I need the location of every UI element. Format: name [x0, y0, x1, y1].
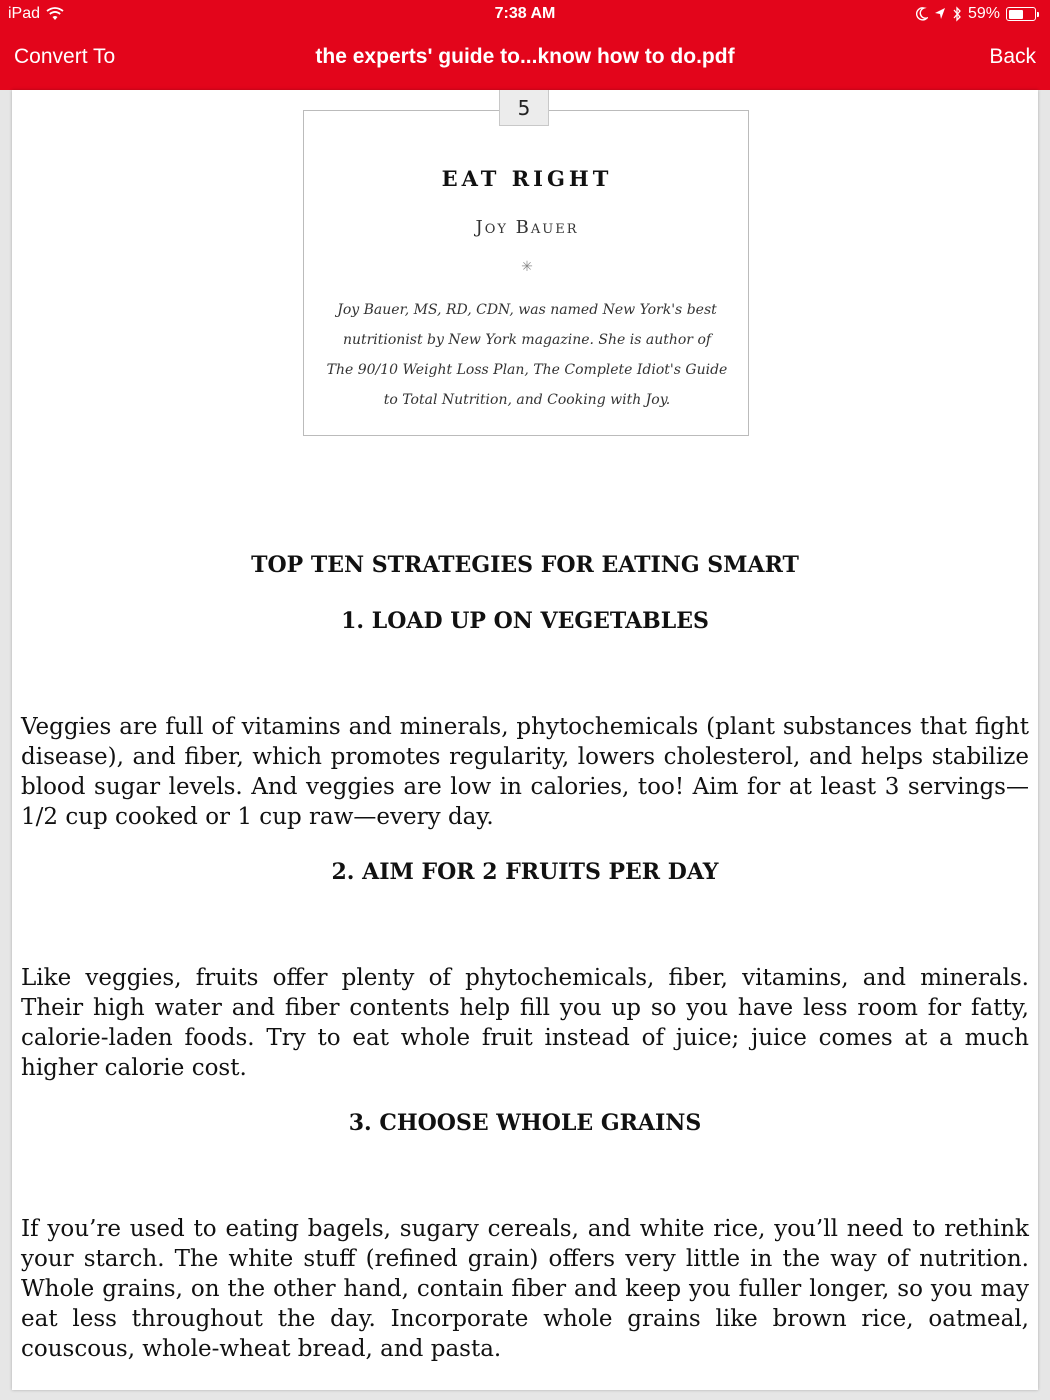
bio-line: nutritionist by New York magazine. She is author of: [342, 332, 712, 348]
section-heading: 3. CHOOSE WHOLE GRAINS: [348, 1110, 702, 1136]
nav-bar: [0, 38, 1050, 78]
bluetooth-icon: [952, 6, 962, 22]
section-heading: 2. AIM FOR 2 FRUITS PER DAY: [331, 859, 719, 885]
moon-icon: [916, 7, 928, 21]
pdf-page[interactable]: [12, 90, 1038, 1390]
section-body: Like veggies, fruits offer plenty of phytochemicals, fiber, vitamins, and minerals. Their high water and fiber contents help fill you up so you have less room for fatty, calorie-laden foods. Try to eat whole fruit instead of juice; juice comes at a much higher calorie cost.: [21, 965, 1029, 1081]
status-time: 7:38 AM: [494, 5, 556, 22]
document-title: the experts' guide to...know how to do.pdf: [315, 45, 735, 68]
chapter-title: EAT RIGHT: [441, 166, 613, 191]
status-bar: [0, 0, 1050, 28]
status-right: [916, 5, 1036, 23]
section-body: Veggies are full of vitamins and minerals, phytochemicals (plant substances that fight disease), and fiber, which promotes regularity, lowers cholesterol, and helps stabilize blood sugar levels. And veggies are low in calories, too! Aim for at least 3 servings—1/2 cup cooked or 1 cup raw—every day.: [21, 714, 1029, 830]
chapter-author: Joy Bauer: [475, 217, 579, 238]
battery-icon: [1006, 7, 1036, 21]
bio-line: The 90/10 Weight Loss Plan, The Complete Idiot's Guide: [326, 362, 728, 378]
chapter-header-box: [303, 110, 749, 436]
device-name: iPad: [8, 5, 41, 22]
chapter-number: 5: [499, 90, 549, 126]
section-heading: 1. LOAD UP ON VEGETABLES: [341, 608, 709, 634]
app-header: [0, 0, 1050, 90]
asterisk-ornament-icon: ✳: [521, 259, 533, 275]
section-body: If you’re used to eating bagels, sugary cereals, and white rice, you’ll need to rethink your starch. The white stuff (refined grain) offers very little in the way of nutrition. Whole grains, on the other hand, contain fiber and keep you fuller longer, so you may eat less throughout the day. Incorporate whole grains like brown rice, oatmeal, couscous, whole-wheat bread, and pasta.: [21, 1216, 1029, 1362]
back-button[interactable]: Back: [989, 45, 1036, 68]
bio-line: Joy Bauer, MS, RD, CDN, was named New York's best: [337, 302, 717, 318]
battery-fill: [1009, 10, 1023, 19]
author-bio: [324, 295, 730, 415]
main-heading: TOP TEN STRATEGIES FOR EATING SMART: [251, 552, 799, 578]
convert-to-button[interactable]: Convert To: [14, 45, 116, 68]
location-arrow-icon: [934, 7, 946, 21]
bio-line: to Total Nutrition, and Cooking with Joy.: [383, 392, 671, 408]
battery-percentage: 59%: [967, 5, 1000, 22]
